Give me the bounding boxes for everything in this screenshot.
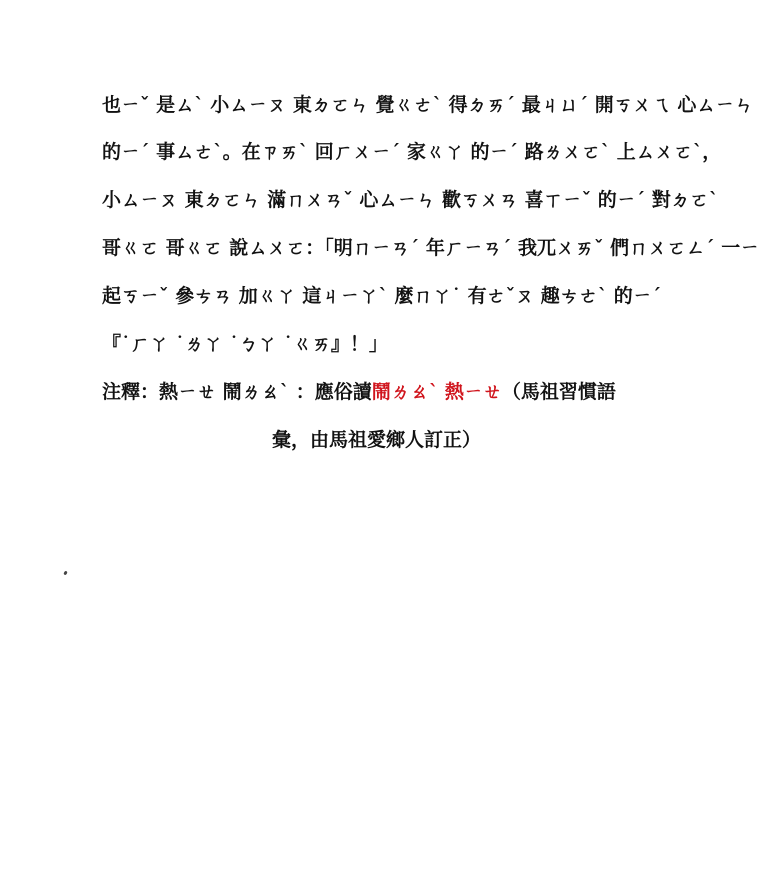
story-line-6: 『˙ㄏㄚ ˙ㄌㄚ ˙ㄅㄚ ˙ㄍㄞ』！」	[102, 333, 388, 355]
story-line-5: 起ㄎㄧˇ 參ㄘㄢ 加ㄍㄚ 這ㄐㄧㄚˋ 麼ㄇㄚ˙ 有ㄜˇㄡ 趣ㄘㄜˋ 的ㄧˊ	[102, 285, 662, 307]
story-line-3: 小ㄙㄧㄡ 東ㄉㄛㄣ 滿ㄇㄨㄢˇ 心ㄙㄧㄣ 歡ㄎㄨㄢ 喜ㄒㄧˇ 的ㄧˊ 對ㄉㄛˋ	[102, 189, 719, 211]
annotation-continuation: （馬祖習慣語	[501, 381, 616, 403]
story-line-4: 哥ㄍㄛ 哥ㄍㄛ 說ㄙㄨㄛ：「明ㄇㄧㄢˊ 年ㄏㄧㄢˊ 我ㄫㄨㄞˇ 們ㄇㄨㄛㄥˊ 一ㄧ	[102, 237, 759, 259]
story-line-2: 的ㄧˊ 事ㄙㄜˋ。在ㄗㄞˋ 回ㄏㄨㄧˊ 家ㄍㄚ 的ㄧˊ 路ㄌㄨㄛˋ 上ㄙㄨㄛˋ，	[102, 141, 722, 163]
paper-speck	[63, 571, 68, 576]
annotation-red-reading: 鬧ㄌㄠˋ 熱ㄧㄝ	[371, 381, 502, 403]
story-line-1: 也ㄧˇ 是ㄙˋ 小ㄙㄧㄡ 東ㄉㄛㄣ 覺ㄍㄜˋ 得ㄉㄞˊ 最ㄐㄩˊ 開ㄎㄨㄟ 心ㄙㄧㄣ	[102, 94, 754, 116]
annotation-line-2: 彙，由馬祖愛鄉人訂正）	[272, 429, 482, 451]
annotation-label: 注釋：熱ㄧㄝ 鬧ㄌㄠˋ ：應俗讀	[102, 381, 372, 403]
annotation-line-1	[102, 377, 616, 404]
